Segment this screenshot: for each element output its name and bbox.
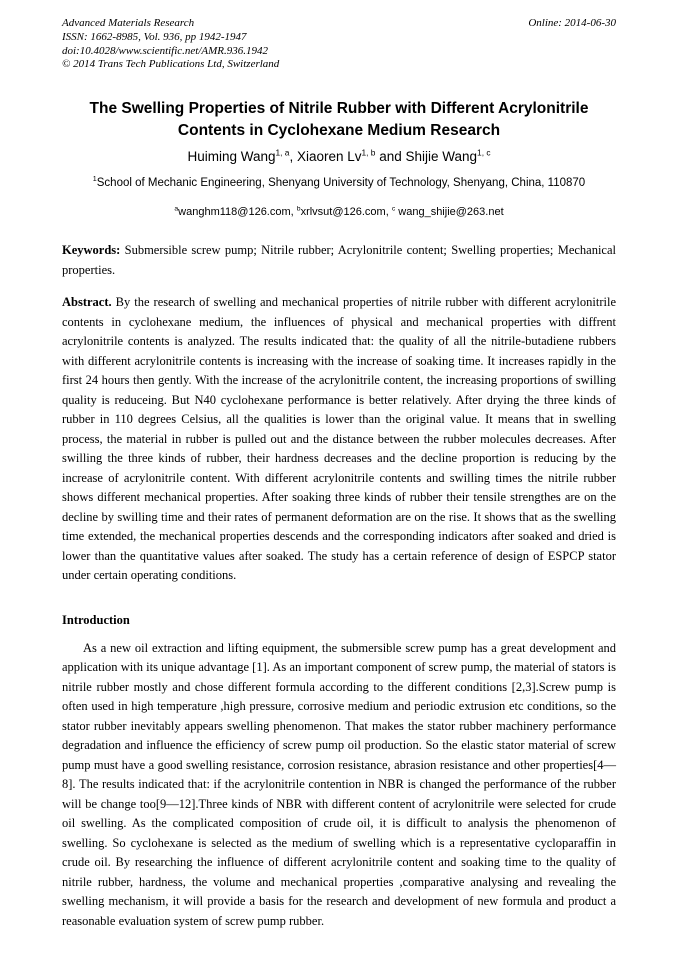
author-separator-1: , — [289, 149, 297, 165]
abstract-label: Abstract. — [62, 295, 112, 310]
keywords-paragraph — [62, 241, 616, 280]
authors-line — [62, 149, 616, 164]
email-sup-a: a — [174, 205, 179, 213]
affiliation-sup: 1 — [92, 175, 97, 184]
affiliation-line — [62, 177, 616, 189]
email-sup-b: b — [296, 205, 301, 213]
abstract-paragraph — [62, 293, 616, 586]
author-sup-2: 1, b — [361, 147, 376, 158]
author-name-1: Huiming Wang — [187, 149, 276, 165]
introduction-heading: Introduction — [62, 612, 130, 627]
journal-info-block — [62, 17, 279, 72]
journal-name: Advanced Materials Research — [62, 17, 195, 29]
abstract-text: By the research of swelling and mechanical properties of nitrile rubber with different acrylonitrile contents in cyclohexane medium, the influences of physical and mechanical properties with diffrent acrylonitrile contents is analyzed. The results indicated that: the quality of all the nitrile-butadiene rubbers with different acrylonitrile contents is increasing with the increase of soaking time. It increases rapidly in the first 24 hours then gently. With the increase of the acrylonitrile content, the increasing proportions of swilling quality is reduceing. But N40 cyclohexane performance is better relatively. After drying the three kinds of rubber in 110 degrees Celsius, all the qualities is lower than the original value. It means that in swelling process, the material in rubber is pulled out and the distance between the rubber molecules decreases. After swilling the three kinds of rubber, their hardness decreases and the decline proportion is reducing by the increase of acrylonitrile content. With different acrylonitrile contents and swilling times the nitrile rubber shows different mechanical properties. After soaking three kinds of rubber their tensile strengthes are on the decline by swilling time and their rates of permanent deformation are on the rise. It shows that as the swelling time extended, the mechanical properties descends and the corresponding indicators after soaked and dried is lower than the quantitative values after soaked. The study has a certain reference of design of ESPCP stator under certain operating conditions. — [62, 295, 616, 583]
emails-line — [62, 206, 616, 218]
email-c: wang_shijie@263.net — [395, 206, 504, 219]
paper-title: The Swelling Properties of Nitrile Rubber with Different Acrylonitrile Contents in Cyclohexane Medium Research — [89, 100, 589, 139]
introduction-paragraph: As a new oil extraction and lifting equipment, the submersible screw pump has a great development and application with its unique advantage [1]. As an important component of screw pump, the material of stators is nitrile rubber mostly and chose different formula according to the different conditions [2,3].Screw pump is often used in high temperature ,high pressure, corrosive medium and periodic extrusion etc conditions, so the stator rubber inevitably appears swelling phenomenon. That makes the stator rubber machinery performance degradation and influence the efficiency of screw pump oil production. So the elastic stator material of screw pump must have a good swelling resistance, corrosion resistance, abrasion resistance and other properties[4—8]. The results indicated that: if the acrylonitrile contention in NBR is changed the performance of the rubber will be change too[9—12].Three kinds of NBR with different content of acrylonitrile were selected for crude oil swelling. As the complicated composition of crude oil, it is difficult to analysis the phenomenon of swelling. So cyclohexane is selected as the medium of swelling which is a representative cycloparaffin in crude oil. By researching the influence of different acrylonitrile content and soaking time to the quality of nitrile rubber, hardness, the volume and mechanical properties ,comparative analysing and revealing the swelling mechanism, it will provide a basis for the research and development of new formula and product a reasonable evaluation system of screw pump rubber. — [62, 640, 616, 928]
journal-issn-line: ISSN: 1662-8985, Vol. 936, pp 1942-1947 — [62, 30, 247, 43]
author-name-2: Xiaoren Lv — [296, 149, 362, 165]
email-sup-c: c — [391, 205, 396, 213]
journal-doi-line: doi:10.4028/www.scientific.net/AMR.936.1942 — [62, 44, 269, 57]
email-b: xrlvsut@126.com, — [300, 206, 392, 219]
author-name-3: Shijie Wang — [405, 149, 478, 165]
journal-copyright-line: © 2014 Trans Tech Publications Ltd, Switzerland — [62, 58, 280, 71]
keywords-label: Keywords: — [62, 243, 121, 258]
online-date: Online: 2014-06-30 — [528, 17, 616, 29]
journal-header — [62, 17, 616, 72]
author-sup-3: 1, c — [477, 147, 491, 158]
email-a: wanghm118@126.com, — [178, 206, 297, 219]
keywords-text: Submersible screw pump; Nitrile rubber; Acrylonitrile content; Swelling properties; Mechanical properties. — [62, 243, 616, 277]
author-sup-1: 1, a — [275, 147, 290, 158]
affiliation-text: School of Mechanic Engineering, Shenyang University of Technology, Shenyang, China, 110870 — [96, 177, 586, 190]
author-separator-2: and — [375, 149, 406, 165]
